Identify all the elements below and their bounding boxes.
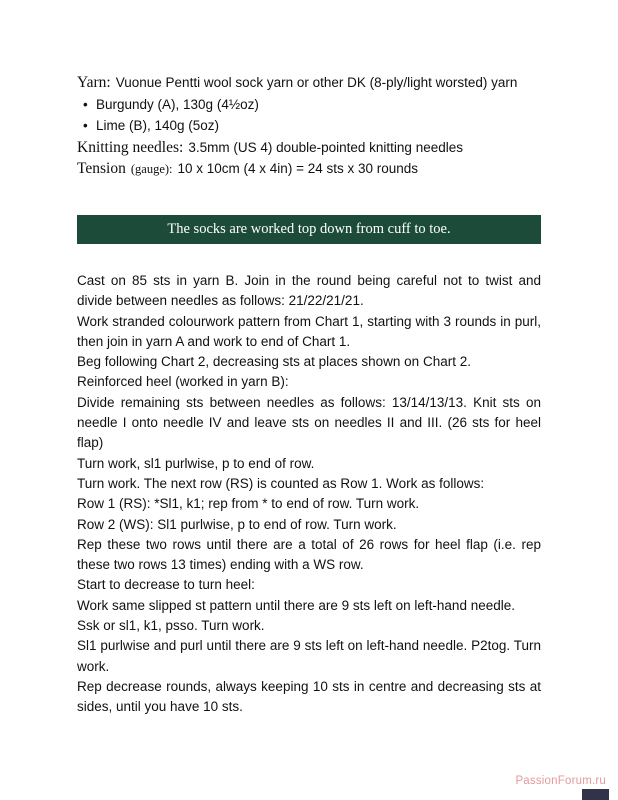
body-paragraph: Reinforced heel (worked in yarn B): — [77, 374, 289, 390]
body-paragraph: Turn work. The next row (RS) is counted as Row 1. Work as follows: — [77, 475, 485, 491]
body-paragraph: Rep decrease rounds, always keeping 10 sts in centre and decreasing sts at sides, until you have 10 sts. — [77, 678, 541, 715]
body-paragraph: Ssk or sl1, k1, psso. Turn work. — [77, 618, 265, 634]
spec-line-yarn — [77, 72, 541, 94]
spec-line-tension — [77, 158, 541, 181]
body-paragraph: Beg following Chart 2, decreasing sts at places shown on Chart 2. — [77, 354, 471, 370]
body-paragraph: Sl1 purlwise and purl until there are 9 sts left on left-hand needle. P2tog. Turn work. — [77, 638, 541, 674]
instructions-block — [77, 271, 541, 718]
body-paragraph: Cast on 85 sts in yarn B. Join in the round being careful not to twist and divide between needles as follows: 21/22/21/21. — [77, 273, 541, 309]
bullet-yarn-b-text: Lime (B), 140g (5oz) — [96, 118, 220, 133]
body-paragraph: Work same slipped st pattern until there are 9 sts left on left-hand needle. — [77, 597, 515, 613]
body-paragraph: Turn work, sl1 purlwise, p to end of row. — [77, 455, 315, 471]
yarn-label: Yarn: — [77, 74, 111, 91]
body-paragraph: Divide remaining sts between needles as follows: 13/14/13/13. Knit sts on needle I onto needle IV and leave sts on needles II and III. (26 sts for heel flap) — [77, 394, 541, 451]
tension-text: 10 x 10cm (4 x 4in) = 24 sts x 30 rounds — [177, 161, 419, 176]
body-paragraph: Start to decrease to turn heel: — [77, 577, 255, 593]
body-paragraph: Row 1 (RS): *Sl1, k1; rep from * to end of row. Turn work. — [77, 496, 420, 512]
needles-label: Knitting needles: — [77, 138, 184, 156]
body-paragraph: Work stranded colourwork pattern from Chart 1, starting with 3 rounds in purl, then join in yarn A and work to end of Chart 1. — [77, 313, 541, 349]
bullet-yarn-a-text: Burgundy (A), 130g (4½oz) — [96, 96, 259, 112]
tension-note: (gauge): — [130, 162, 173, 176]
yarn-text: Vuonue Pentti wool sock yarn or other DK (8-ply/light worsted) yarn — [115, 75, 518, 90]
banner-text: The socks are worked top down from cuff to toe. — [167, 221, 451, 237]
body-paragraph: Row 2 (WS): Sl1 purlwise, p to end of row. Turn work. — [77, 516, 397, 532]
body-paragraph: Rep these two rows until there are a total of 26 rows for heel flap (i.e. rep these two rows 13 times) ending with a WS row. — [77, 536, 541, 573]
bullet-item-yarn-b — [77, 115, 541, 137]
corner-box — [582, 789, 609, 800]
needles-text: 3.5mm (US 4) double-pointed knitting needles — [188, 139, 463, 155]
spec-line-needles — [77, 137, 541, 159]
bullet-item-yarn-a — [77, 94, 541, 116]
watermark-text: PassionForum.ru — [515, 775, 606, 787]
tension-label: Tension — [77, 160, 126, 177]
specs-block — [77, 72, 541, 181]
banner — [77, 215, 541, 244]
